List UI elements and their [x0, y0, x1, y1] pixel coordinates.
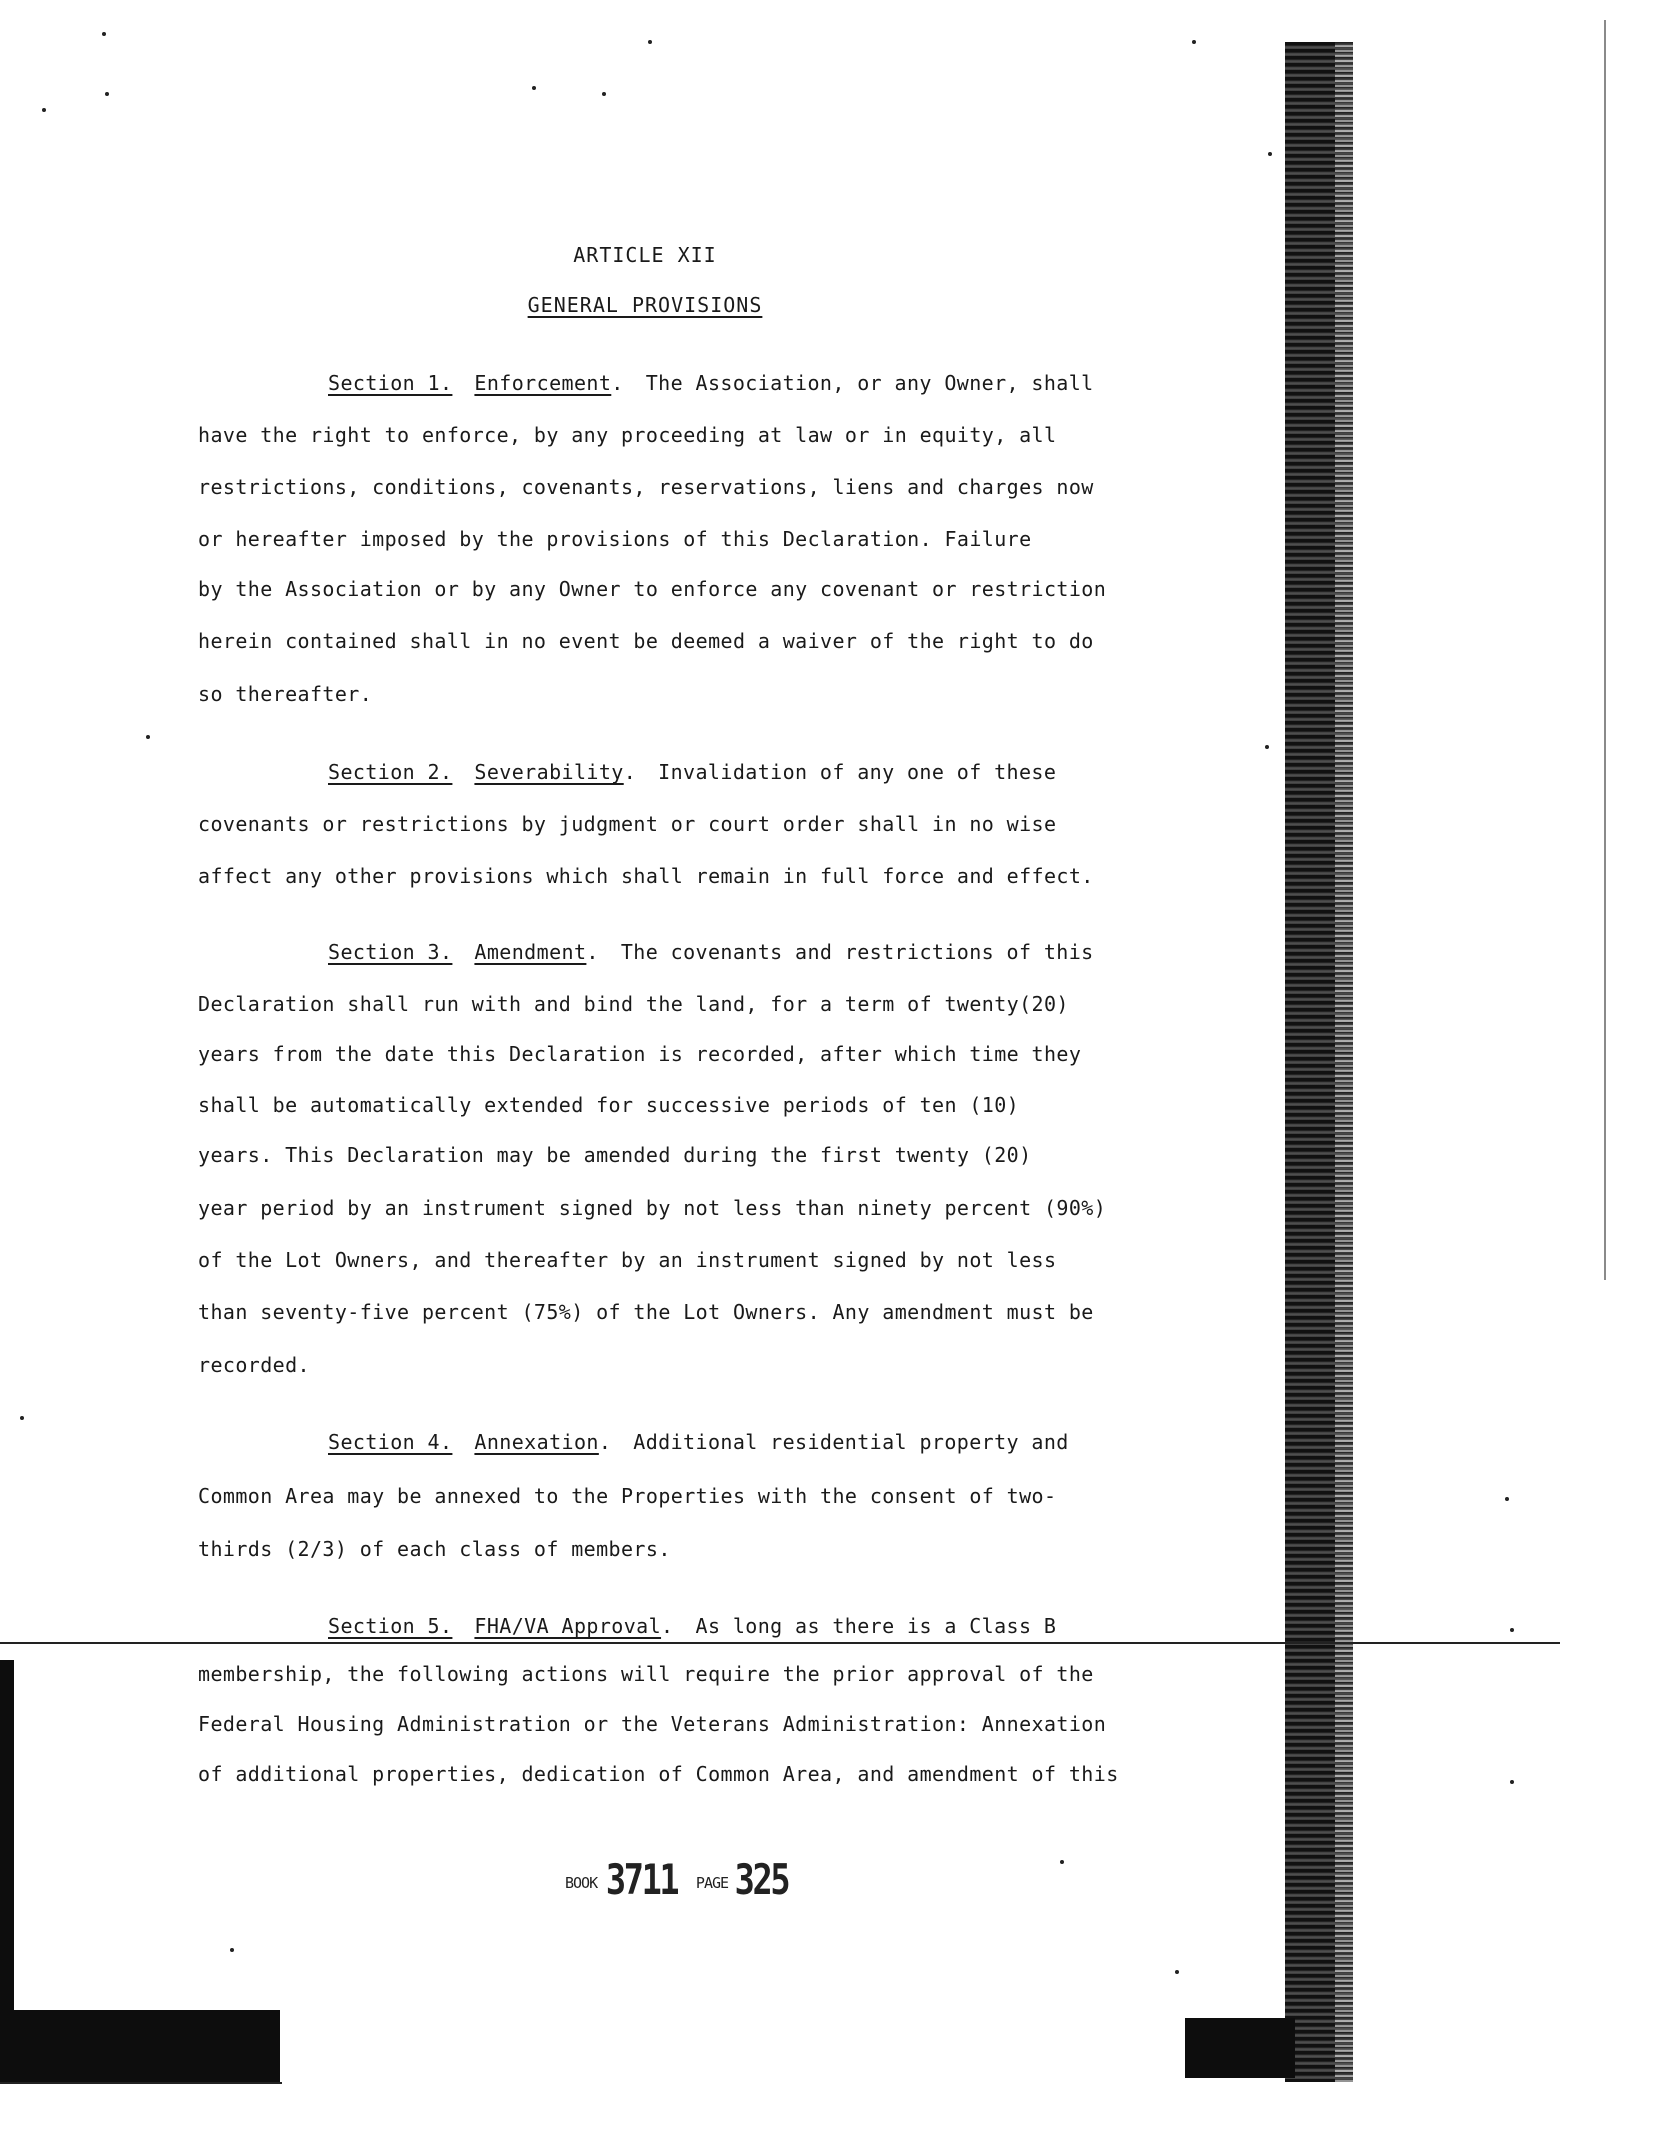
scan-corner-shadow-left	[0, 2010, 280, 2082]
section-text: As long as there is a Class B	[695, 1614, 1057, 1638]
section-text-line: thirds (2/3) of each class of members.	[198, 1537, 671, 1561]
section-label: Section 5.	[328, 1614, 453, 1638]
section-2-first-line: Section 2. Severability. Invalidation of any one of these	[328, 760, 1057, 784]
section-1-first-line: Section 1. Enforcement. The Association, or any Owner, shall	[328, 371, 1094, 395]
section-text-line: recorded.	[198, 1353, 310, 1377]
book-label: BOOK	[565, 1874, 598, 1892]
section-5-first-line: Section 5. FHA/VA Approval. As long as there is a Class B	[328, 1614, 1057, 1638]
scan-speck	[532, 86, 536, 90]
page-label: PAGE	[695, 1874, 729, 1892]
section-label: Section 4.	[328, 1430, 453, 1454]
section-text-line: of additional properties, dedication of Common Area, and amendment of this	[198, 1762, 1119, 1786]
section-title: Enforcement	[474, 371, 612, 395]
section-title: Amendment	[474, 940, 587, 964]
article-number: ARTICLE XII	[573, 243, 717, 267]
section-text-line: Declaration shall run with and bind the land, for a term of twenty(20)	[198, 992, 1069, 1016]
section-text-line: year period by an instrument signed by not less than ninety percent (90%)	[198, 1196, 1107, 1220]
section-label: Section 3.	[328, 940, 453, 964]
section-text-line: than seventy-five percent (75%) of the Lot Owners. Any amendment must be	[198, 1300, 1094, 1324]
scan-speck	[1268, 152, 1272, 156]
section-label: Section 2.	[328, 760, 453, 784]
section-text-line: herein contained shall in no event be deemed a waiver of the right to do	[198, 629, 1094, 653]
scan-speck	[1060, 1860, 1064, 1864]
section-4-first-line: Section 4. Annexation. Additional residential property and	[328, 1430, 1069, 1454]
scan-speck	[1265, 745, 1269, 749]
page-number: 325	[734, 1855, 789, 1904]
section-3-first-line: Section 3. Amendment. The covenants and restrictions of this	[328, 940, 1094, 964]
section-text-line: Federal Housing Administration or the Veterans Administration: Annexation	[198, 1712, 1107, 1736]
scan-fold-line	[0, 1642, 1560, 1644]
scan-speck	[146, 735, 150, 739]
section-text-line: Common Area may be annexed to the Properties with the consent of two-	[198, 1484, 1057, 1508]
scan-speck	[1175, 1970, 1179, 1974]
scan-speck	[1192, 40, 1196, 44]
section-text-line: of the Lot Owners, and thereafter by an instrument signed by not less	[198, 1248, 1057, 1272]
scan-speck	[42, 108, 46, 112]
scan-fold-line-bottom	[0, 2082, 282, 2084]
section-text: Additional residential property and	[633, 1430, 1069, 1454]
book-number: 3711	[606, 1855, 678, 1904]
scan-speck	[1510, 1628, 1514, 1632]
section-title: Severability	[474, 760, 624, 784]
scan-corner-shadow-right	[1185, 2018, 1295, 2078]
section-label: Section 1.	[328, 371, 453, 395]
article-heading: GENERAL PROVISIONS	[527, 293, 763, 317]
section-text-line: years. This Declaration may be amended during the first twenty (20)	[198, 1143, 1032, 1167]
section-text: Invalidation of any one of these	[658, 760, 1057, 784]
section-text-line: so thereafter.	[198, 682, 373, 706]
scan-speck	[648, 40, 652, 44]
scan-speck	[102, 32, 106, 36]
scan-speck	[105, 92, 109, 96]
section-text-line: covenants or restrictions by judgment or court order shall in no wise	[198, 812, 1057, 836]
section-text-line: years from the date this Declaration is recorded, after which time they	[198, 1042, 1082, 1066]
section-text-line: membership, the following actions will require the prior approval of the	[198, 1662, 1094, 1686]
section-title: FHA/VA Approval	[474, 1614, 662, 1638]
scan-speck	[20, 1416, 24, 1420]
section-text-line: or hereafter imposed by the provisions of this Declaration. Failure	[198, 527, 1032, 551]
scan-speck	[1505, 1497, 1509, 1501]
section-text: The covenants and restrictions of this	[620, 940, 1094, 964]
recording-stamp	[565, 1855, 795, 1904]
scan-edge-shadow-left	[0, 1660, 14, 2010]
section-text-line: affect any other provisions which shall remain in full force and effect.	[198, 864, 1094, 888]
section-text-line: shall be automatically extended for successive periods of ten (10)	[198, 1093, 1020, 1117]
section-text-line: restrictions, conditions, covenants, reservations, liens and charges now	[198, 475, 1094, 499]
section-text-line: by the Association or by any Owner to enforce any covenant or restriction	[198, 577, 1107, 601]
scan-edge-shadow	[1285, 42, 1353, 2082]
scan-speck	[230, 1948, 234, 1952]
scan-edge-line	[1604, 20, 1606, 1280]
section-text: The Association, or any Owner, shall	[645, 371, 1094, 395]
scan-speck	[602, 92, 606, 96]
section-text-line: have the right to enforce, by any proceeding at law or in equity, all	[198, 423, 1057, 447]
scan-speck	[1510, 1780, 1514, 1784]
section-title: Annexation	[474, 1430, 599, 1454]
